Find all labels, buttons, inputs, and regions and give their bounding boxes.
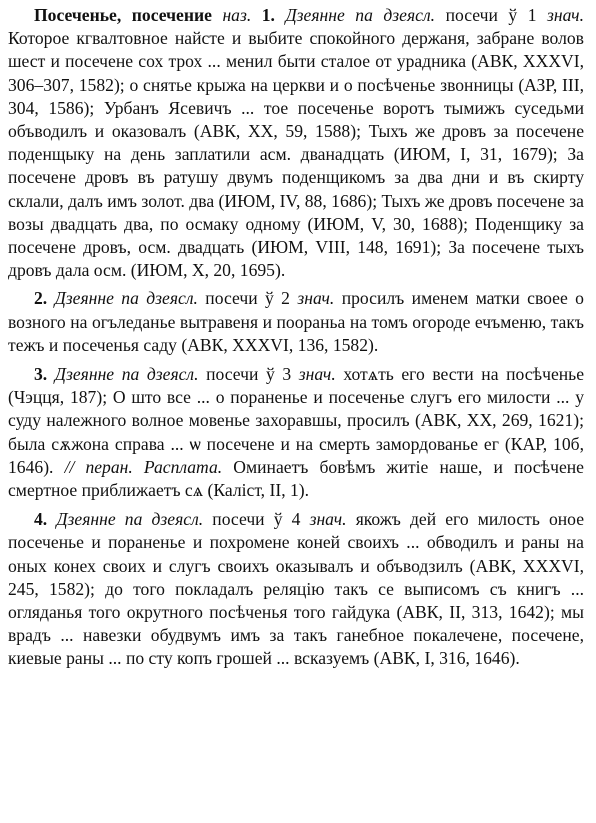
sense-reference: посечи ў 2	[205, 288, 290, 309]
sense-meaning-abbr: знач.	[298, 364, 336, 385]
sense-number: 3.	[34, 364, 48, 385]
headword: Посеченье, посечение	[34, 5, 212, 25]
sense-number: 1.	[261, 5, 275, 25]
sense-reference: посечи ў 3	[206, 364, 292, 385]
sense-label: Дзеянне па дзеясл.	[54, 288, 198, 309]
figurative-label: перан. Расплата.	[85, 456, 223, 477]
sense-label: Дзеянне па дзеясл.	[56, 509, 204, 530]
sense-meaning-abbr: знач.	[309, 509, 347, 530]
sense-citations: якожъ дей его милость оное посеченье и пораненье и похромене коней своихъ ... обводилъ и раны на оных конех своих и слугъ своихъ оказывалъ и объводзилъ (АВК, XXXVI, 245, 1582); до того покладалъ реляцію такъ се выписомъ съ книгъ ... огляданья того окрутного посѣченья того гайдука (АВК, II, 313, 1642); мы врадъ ... навезки обудвумъ имъ за такъ ганебное покалечене, посечене, киевые раны ... по сту копъ грошей ... всказуемъ (АВК, I, 316, 1646).	[8, 509, 585, 669]
sense-citations: Которое кгвалтовное найсте и выбите спокойного держаня, забране волов шест и посечене сох трох ... менил быти сталое от урадника (АВК, XXXVI, 306–307, 1582); о снятье крыжа на церкви и о посѣченье звонницы (АЗР, III, 304, 1586); Урбанъ Ясевичъ ... тое посеченье воротъ тымижъ суседьми объводилъ и оказовалъ (АВК, XX, 59, 1588); Тыхъ же дровъ за посечене поденщыку на день заплатили асм. дванадцать (ИЮМ, I, 31, 1679); За посечене дровъ въ ратушу двумъ поденщикомъ за два дни и въ скирту склали, далъ имъ золот. два (ИЮМ, IV, 88, 1686); Тыхъ же дровъ посечене за возы двадцать два, по осмаку одному (ИЮМ, V, 30, 1688); Поденщику за посечене дровъ, осм. двадцать (ИЮМ, VIII, 148, 1691); За посечене тыхъ дровъ дала осм. (ИЮМ, X, 20, 1695).	[8, 28, 584, 281]
sense-citations: хотѧть его вести на посѣченье (Чэцця, 187); О што все ... о пораненье и посеченье слугъ его милости ... у суду належного волное мовенье захоравшы, просилъ (АВК, XX, 269, 1621); была сѫжона справа ... ѡ посечене и на смерть замордованье ег (КАР, 10б, 1646).	[8, 364, 585, 477]
sense-3	[8, 363, 584, 502]
sense-label: Дзеянне па дзеясл.	[54, 364, 199, 385]
sense-4	[8, 508, 584, 670]
sense-reference: посечи ў 1	[445, 5, 537, 25]
sense-meaning-abbr: знач.	[297, 288, 335, 309]
sense-reference: посечи ў 4	[212, 509, 301, 530]
sense-1	[8, 4, 584, 282]
sense-2	[8, 287, 584, 357]
sense-citations: просилъ именем матки своее о возного на огъледанье вытравеня и пooраньа на томъ огороде ечъменю, такъ тежъ и посеченья саду (АВК, XXXVI, 136, 1582).	[8, 288, 584, 355]
figurative-citation: Оминаетъ бовѣмъ житіе наше, и посѣчене смертное приближаетъ сѧ (Каліст, II, 1).	[8, 456, 584, 501]
sense-number: 2.	[34, 288, 48, 309]
sense-meaning-abbr: знач.	[547, 5, 584, 25]
sense-number: 4.	[34, 509, 48, 530]
figurative-separator: //	[64, 456, 75, 477]
sense-label: Дзеянне па дзеясл.	[285, 5, 436, 25]
part-of-speech: наз.	[222, 5, 252, 25]
